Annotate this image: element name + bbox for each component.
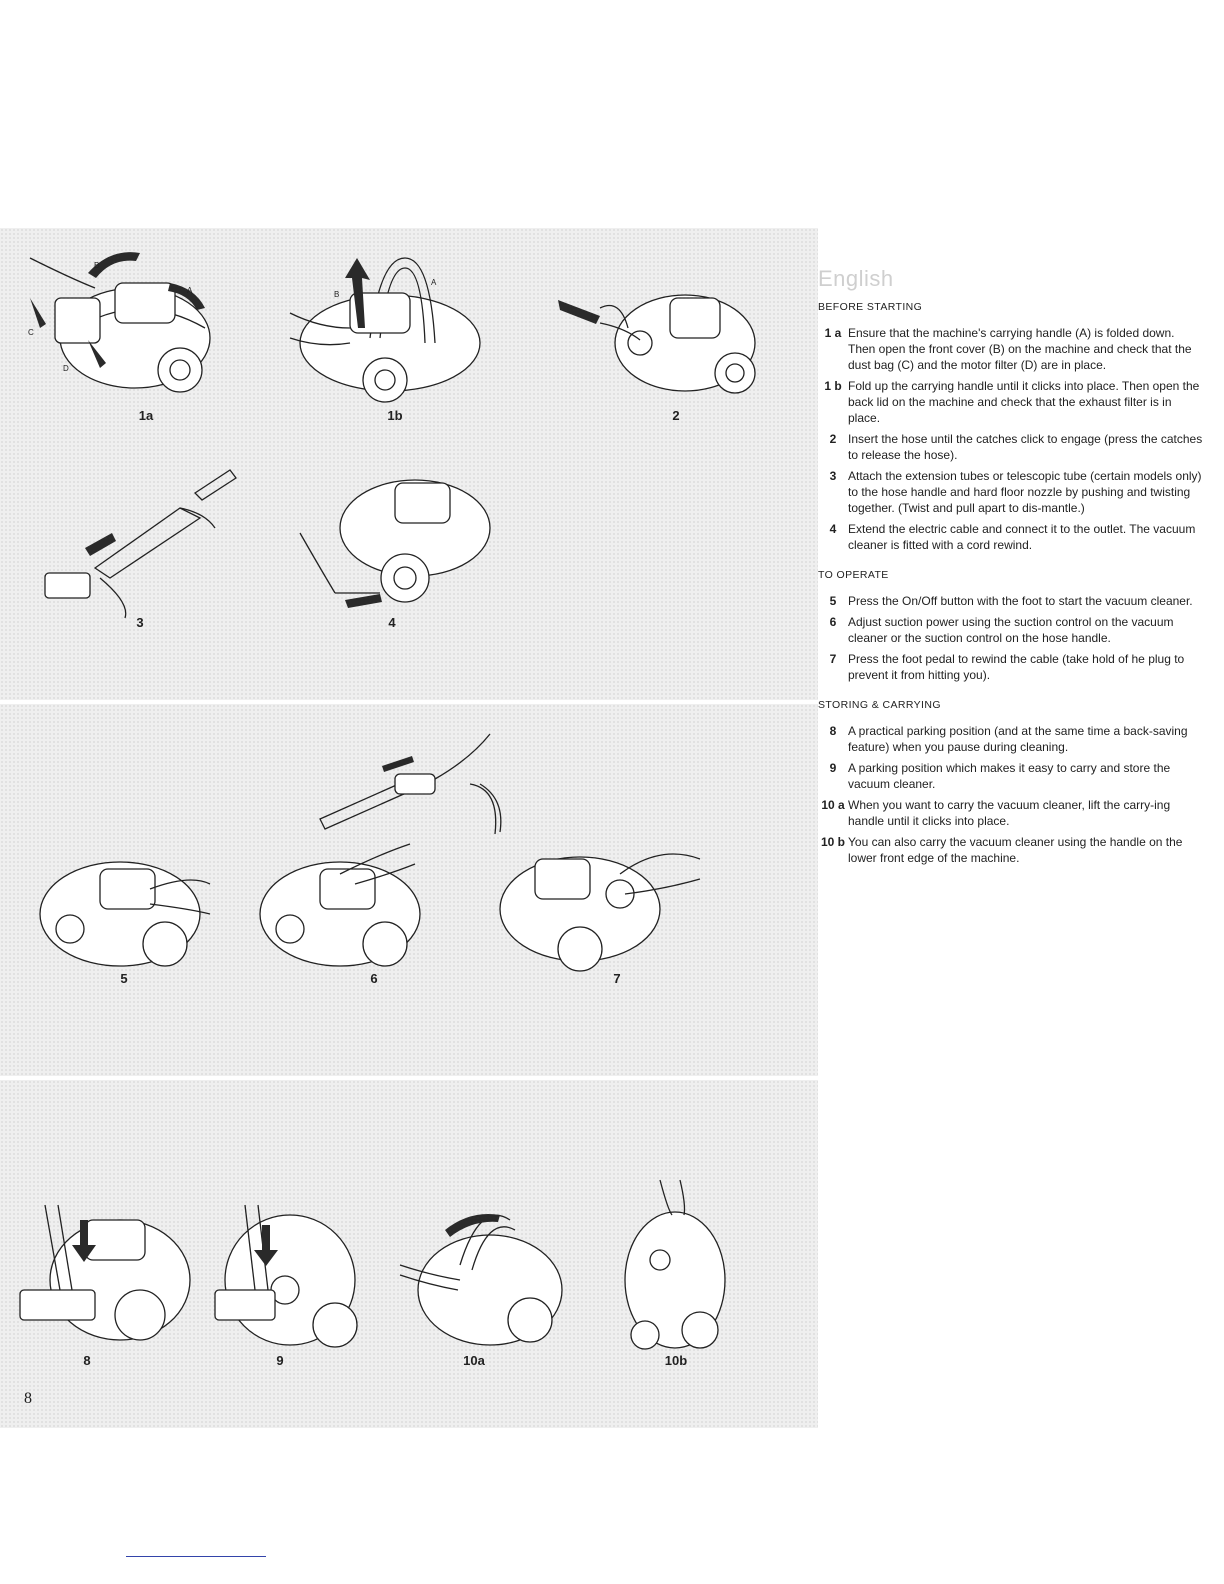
- figure-label-3: 3: [136, 615, 144, 630]
- step-text: When you want to carry the vacuum cleaner, lift the carry-ing handle until it clicks into place.: [848, 798, 1171, 828]
- illustrations-storing-carrying: [0, 1080, 818, 1428]
- figure-10b-illustration: [625, 1180, 725, 1349]
- step-item: [818, 593, 1204, 609]
- step-number: 2: [829, 432, 837, 446]
- figure-5-illustration: [40, 862, 210, 966]
- step-number: 1 b: [824, 379, 842, 393]
- step-item: [818, 378, 1204, 426]
- step-number: 7: [829, 652, 837, 666]
- figure-4-illustration: [300, 480, 490, 608]
- step-text: Adjust suction power using the suction control on the vacuum cleaner or the suction control on the hose handle.: [848, 615, 1174, 645]
- step-text: Fold up the carrying handle until it clicks into place. Then open the back lid on the machine and check that the exhaust filter is in place.: [848, 379, 1200, 425]
- figure-8-illustration: [20, 1205, 190, 1340]
- figure-label-7: 7: [613, 971, 621, 986]
- step-number: 9: [829, 761, 837, 775]
- step-text: Press the foot pedal to rewind the cable (take hold of he plug to prevent it from hitting you).: [848, 652, 1185, 682]
- step-text: Extend the electric cable and connect it to the outlet. The vacuum cleaner is fitted with a cord rewind.: [848, 522, 1196, 552]
- figure-7-illustration: [500, 854, 700, 971]
- figure-1b-illustration: [290, 258, 480, 402]
- step-number: 5: [829, 594, 837, 608]
- figure-2-illustration: [558, 295, 755, 393]
- figure-1a-illustration: [30, 252, 210, 392]
- step-item: [818, 521, 1204, 553]
- figure-9-illustration: [215, 1205, 357, 1347]
- step-number: 1 a: [824, 326, 842, 340]
- step-item: [818, 431, 1204, 463]
- step-number: 3: [829, 469, 837, 483]
- step-text: Insert the hose until the catches click to engage (press the catches to release the hose).: [848, 432, 1203, 462]
- step-text: A parking position which makes it easy to carry and store the vacuum cleaner.: [848, 761, 1171, 791]
- figure-label-9: 9: [276, 1353, 284, 1368]
- step-number: 10 a: [821, 798, 845, 812]
- section-heading: TO OPERATE: [818, 569, 889, 581]
- callout-b-1a: B: [94, 261, 100, 270]
- step-text: You can also carry the vacuum cleaner using the handle on the lower front edge of the machine.: [848, 835, 1183, 865]
- step-item: [818, 468, 1204, 516]
- illustrations-before-starting: [0, 228, 818, 700]
- figure-6-illustration: [260, 844, 420, 966]
- step-item: [818, 723, 1204, 755]
- step-item: [818, 651, 1204, 683]
- callout-d-1a: D: [63, 364, 69, 373]
- callout-a-1b: A: [431, 278, 437, 287]
- figure-label-1b: 1b: [387, 408, 403, 423]
- step-number: 8: [829, 724, 837, 738]
- step-text: A practical parking position (and at the same time a back-saving feature) when you pause during cleaning.: [848, 724, 1188, 754]
- step-text: Attach the extension tubes or telescopic tube (certain models only) to the hose handle and hard floor nozzle by pushing and twisting together. (Twist and pull apart to dis-mantle.): [848, 469, 1202, 515]
- figure-label-10b: 10b: [664, 1353, 688, 1368]
- step-item: [818, 834, 1204, 866]
- figure-label-5: 5: [120, 971, 128, 986]
- figure-label-10a: 10a: [463, 1353, 485, 1368]
- figure-label-6: 6: [370, 971, 378, 986]
- section-storing-carrying: [818, 699, 1204, 866]
- figure-label-4: 4: [388, 615, 396, 630]
- illustration-panel-storing-carrying: [0, 1080, 818, 1428]
- figure-label-1a: 1a: [138, 408, 154, 423]
- illustrations-to-operate: [0, 704, 818, 1076]
- step-item: [818, 614, 1204, 646]
- instructions-column: [818, 301, 1204, 882]
- step-text: Press the On/Off button with the foot to start the vacuum cleaner.: [848, 594, 1193, 608]
- step-item: [818, 325, 1204, 373]
- step-item: [818, 797, 1204, 829]
- figure-3-illustration: [45, 470, 236, 618]
- step-number: 4: [829, 522, 837, 536]
- step-number: 6: [829, 615, 837, 629]
- illustration-panel-before-starting: [0, 228, 818, 700]
- section-to-operate: [818, 569, 1204, 683]
- section-heading: STORING & CARRYING: [818, 699, 941, 711]
- footer-rule: [126, 1556, 266, 1557]
- callout-b-1b: B: [334, 290, 340, 299]
- section-heading: BEFORE STARTING: [818, 301, 923, 313]
- figure-10a-illustration: [400, 1214, 562, 1345]
- page-number: 8: [24, 1390, 32, 1407]
- step-text: Ensure that the machine's carrying handle (A) is folded down. Then open the front cover (B) on the machine and check that the dust bag (C) and the motor filter (D) are in place.: [848, 326, 1192, 372]
- illustration-panel-to-operate: [0, 704, 818, 1076]
- step-item: [818, 760, 1204, 792]
- language-title: English: [818, 266, 894, 291]
- figure-label-8: 8: [83, 1353, 91, 1368]
- section-before-starting: [818, 301, 1204, 553]
- callout-c-1a: C: [28, 328, 34, 337]
- figure-label-2: 2: [672, 408, 680, 423]
- callout-a-1a: A: [187, 286, 193, 295]
- step-number: 10 b: [820, 835, 845, 849]
- suction-control-hose-illustration: [320, 734, 501, 834]
